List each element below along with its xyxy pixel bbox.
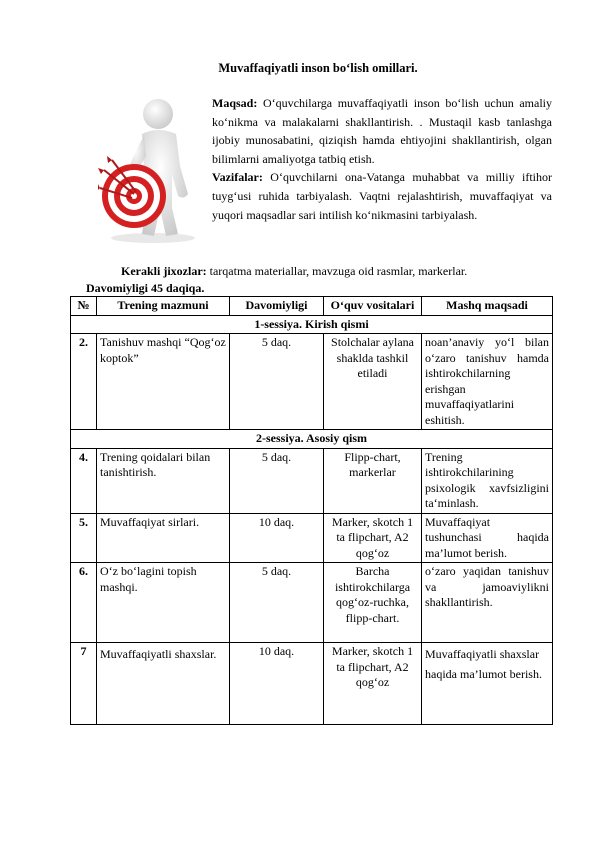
goals-block: [212, 94, 552, 224]
table-row: [71, 643, 553, 725]
row-content: Muvaffaqiyat sirlari.: [97, 513, 230, 563]
row-number: 6.: [71, 563, 97, 643]
training-plan-table: [70, 296, 553, 725]
duration-line: Davomiyligi 45 daqiqa.: [86, 281, 205, 295]
row-content: Tanishuv mashqi “Qog‘oz koptok”: [97, 334, 230, 430]
row-goal: Trening ishtirokchilarining psixologik xavfsizligini ta‘minlash.: [422, 448, 553, 513]
maqsad-text: O‘quvchilarga muvaffaqiyatli inson bo‘lish uchun amaliy ko‘nikma va malakalarni shakllantirish. . Mustaqil kasb tanlashga ijobiy munosabatini, qiziqish hamda ehtiyojini shakllantirish, olgan bilimlarni amaliyotga tatbiq etish.: [212, 96, 552, 166]
table-row: [71, 334, 553, 430]
row-content: Trening qoidalari bilan tanishtirish.: [97, 448, 230, 513]
row-goal: noan’anaviy yo‘l bilan o‘zaro tanishuv hamda ishtirokchilarning erishgan muvaffaqiyatlarini eshitish.: [422, 334, 553, 430]
vazifalar-paragraph: [212, 168, 552, 224]
requirements-line: [121, 263, 467, 279]
vazifalar-text: O‘quvchilarni ona-Vatanga muhabbat va milliy iftihor tuyg‘usi ruhida tarbiyalash. Vaqtni rejalashtirish, muvaffaqiyat va yuqori maqsadlar sari intilish ko‘nikmasini tarbiyalash.: [212, 170, 552, 222]
row-duration: 5 daq.: [230, 334, 324, 430]
requirements-text: tarqatma materiallar, mavzuga oid rasmlar, markerlar.: [206, 264, 468, 278]
vazifalar-label: Vazifalar:: [212, 170, 263, 185]
row-duration: 5 daq.: [230, 563, 324, 643]
header-tools: O‘quv vositalari: [324, 297, 422, 316]
target-figure-illustration: [98, 96, 204, 244]
session-1-title: 1-sessiya. Kirish qismi: [71, 315, 553, 334]
row-tools: Flipp-chart, markerlar: [324, 448, 422, 513]
table-row: [71, 513, 553, 563]
row-duration: 10 daq.: [230, 513, 324, 563]
row-tools: Barcha ishtirokchilarga qog‘oz-ruchka, flipp-chart.: [324, 563, 422, 643]
document-title: Muvaffaqiyatli inson bo‘lish omillari.: [218, 61, 418, 75]
header-goal: Mashq maqsadi: [422, 297, 553, 316]
row-tools: Stolchalar aylana shaklda tashkil etiladi: [324, 334, 422, 430]
maqsad-paragraph: [212, 94, 552, 168]
maqsad-label: Maqsad:: [212, 96, 258, 110]
row-number: 2.: [71, 334, 97, 430]
row-goal: Muvaffaqiyatli shaxslar haqida ma’lumot berish.: [422, 643, 553, 725]
row-content: O‘z bo‘lagini topish mashqi.: [97, 563, 230, 643]
row-number: 7: [71, 643, 97, 725]
row-goal: o‘zaro yaqidan tanishuv va jamoaviylikni shakllantirish.: [422, 563, 553, 643]
row-duration: 5 daq.: [230, 448, 324, 513]
table-header-row: [71, 297, 553, 316]
header-duration: Davomiyligi: [230, 297, 324, 316]
session-row: [71, 430, 553, 449]
row-number: 5.: [71, 513, 97, 563]
row-content: Muvaffaqiyatli shaxslar.: [97, 643, 230, 725]
row-tools: Marker, skotch 1 ta flipchart, A2 qog‘oz: [324, 513, 422, 563]
table-row: [71, 563, 553, 643]
row-number: 4.: [71, 448, 97, 513]
session-2-title: 2-sessiya. Asosiy qism: [71, 430, 553, 449]
row-goal: Muvaffaqiyat tushunchasi haqida ma’lumot berish.: [422, 513, 553, 563]
target-icon: [102, 164, 166, 228]
header-number: №: [71, 297, 97, 316]
row-tools: Marker, skotch 1 ta flipchart, A2 qog‘oz: [324, 643, 422, 725]
table-row: [71, 448, 553, 513]
header-content: Trening mazmuni: [97, 297, 230, 316]
session-row: [71, 315, 553, 334]
requirements-label: Kerakli jixozlar:: [121, 264, 207, 278]
row-duration: 10 daq.: [230, 643, 324, 725]
